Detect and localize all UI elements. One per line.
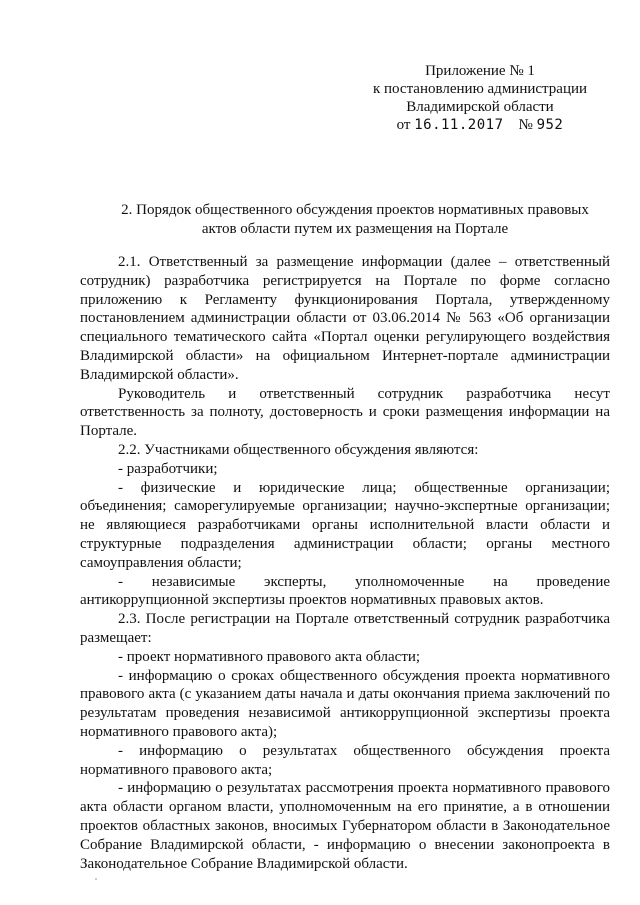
list-item-draft-act: - проект нормативного правового акта области; [118,648,421,665]
list-item-experts: - независимые эксперты, уполномоченные на проведение антикоррупционной экспертизы проектов нормативных правовых актов. [80,573,610,609]
appendix-header [360,62,600,134]
section-title [100,201,610,239]
scan-artifact [95,878,97,880]
date-prefix: от [396,117,411,133]
paragraph-2-1: 2.1. Ответственный за размещение информации (далее – ответственный сотрудник) разработчика регистрируется на Портале по форме согласно приложению к Регламенту функционирования Портала, утвержденному постановлением администрации области от 03.06.2014 № 563 «Об организации специального тематического сайта «Портал оценки регулирующего воздействия Владимирской области» на официальном Интернет-портале администрации Владимирской области». [80,254,610,383]
list-item-discussion-results: - информацию о результатах общественного обсуждения проекта нормативного правового акта; [80,742,610,778]
appendix-resolution: к постановлению администрации [372,81,588,97]
resolution-date: 16.11.2017 [414,117,504,133]
list-item-discussion-dates: - информацию о сроках общественного обсуждения проекта нормативного правового акта (с указанием даты начала и даты окончания приема заключений по результатам проведения независимой антикоррупционной экспертизы проекта нормативного правового акта); [80,667,610,740]
paragraph-2-2: 2.2. Участниками общественного обсуждения являются: [118,441,479,458]
section-title-line2: актов области путем их размещения на Портале [201,221,509,237]
resolution-number: 952 [536,117,564,133]
paragraph-2-3: 2.3. После регистрации на Портале ответственный сотрудник разработчика размещает: [80,611,610,646]
appendix-region: Владимирской области [406,99,554,115]
section-title-line1: 2. Порядок общественного обсуждения проектов нормативных правовых [121,202,589,218]
list-item-developers: - разработчики; [118,460,218,477]
paragraph-responsibility: Руководитель и ответственный сотрудник разработчика несут ответственность за полноту, достоверность и сроки размещения информации на Портале. [80,385,610,440]
list-item-individuals: - физические и юридические лица; общественные организации; объединения; саморегулируемые организации; научно-экспертные организации; не являющиеся разработчиками органы исполнительной власти области и структурные подразделения администрации области; органы местного самоуправления области; [80,479,610,571]
appendix-title: Приложение № 1 [425,63,535,79]
number-prefix: № [518,117,533,133]
document-body [80,253,610,873]
appendix-date-number [360,116,600,134]
list-item-review-results: - информацию о результатах рассмотрения проекта нормативного правового акта области органом власти, уполномоченным на его принятие, а в отношении проектов областных законов, вносимых Губернатором области в Законодательное Собрание Владимирской области, - информацию о внесении законопроекта в Законодательное Собрание Владимирской области. [80,780,610,872]
